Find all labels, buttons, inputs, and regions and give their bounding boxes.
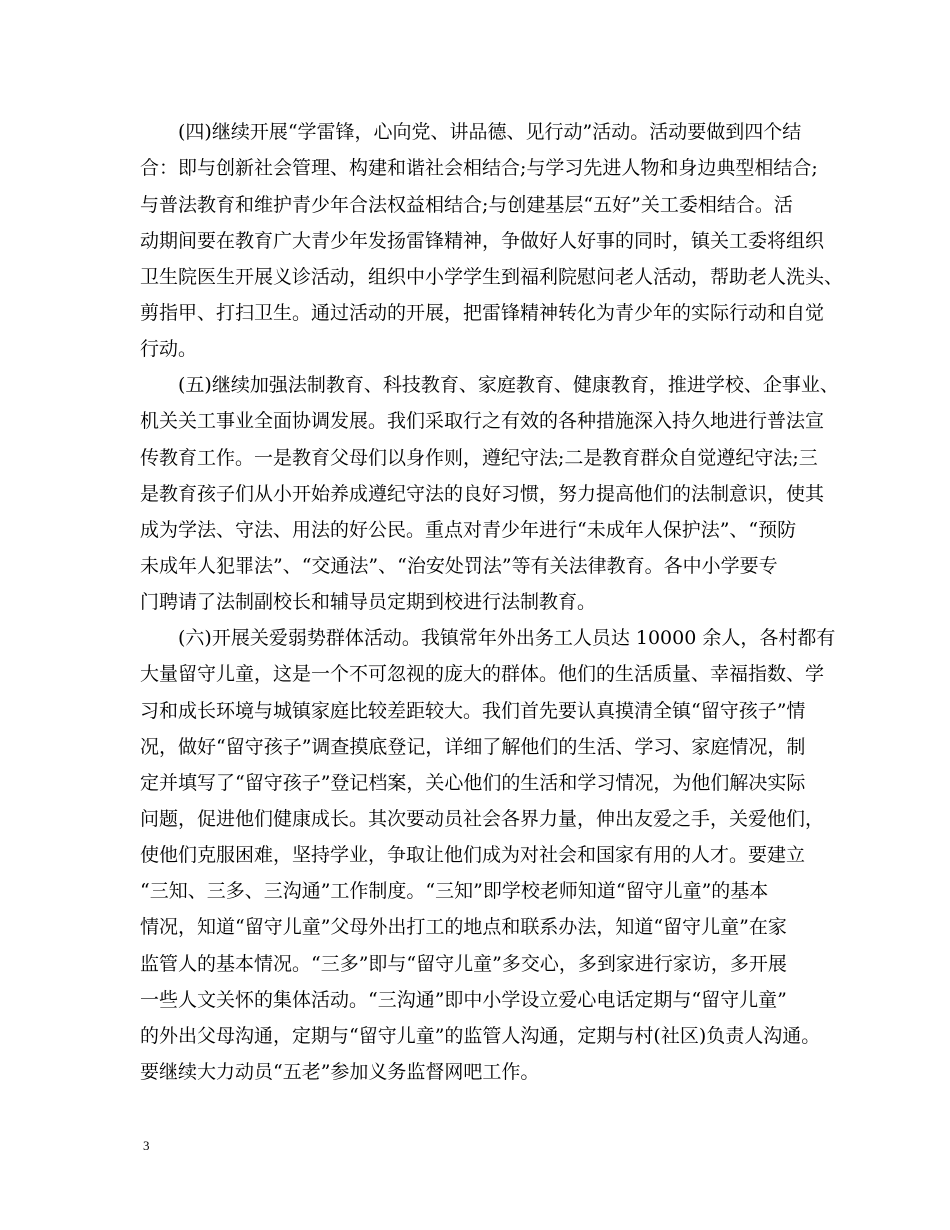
paragraph-line: 成为学法、守法、用法的好公民。重点对青少年进行“未成年人保护法”、“预防 bbox=[140, 519, 797, 541]
paragraph-line: (四)继续开展“学雷锋，心向党、讲品德、见行动”活动。活动要做到四个结 bbox=[178, 121, 802, 143]
paragraph-line: 定并填写了“留守孩子”登记档案，关心他们的生活和学习情况，为他们解决实际 bbox=[140, 772, 806, 794]
paragraph-line: 大量留守儿童，这是一个不可忽视的庞大的群体。他们的生活质量、幸福指数、学 bbox=[140, 663, 825, 685]
paragraph-line: 况，做好“留守孩子”调查摸底登记，详细了解他们的生活、学习、家庭情况，制 bbox=[140, 736, 806, 758]
paragraph-line: 要继续大力动员“五老”参加义务监督网吧工作。 bbox=[140, 1061, 540, 1083]
paragraph-line: 传教育工作。一是教育父母们以身作则，遵纪守法;二是教育群众自觉遵纪守法;三 bbox=[140, 447, 818, 469]
page-number: 3 bbox=[143, 1138, 150, 1153]
paragraph-line: (六)开展关爱弱势群体活动。我镇常年外出务工人员达 10000 余人，各村都有 bbox=[178, 627, 836, 649]
paragraph-line: 合：即与创新社会管理、构建和谐社会相结合;与学习先进人物和身边典型相结合; bbox=[140, 157, 818, 179]
paragraph-line: 未成年人犯罪法”、“交通法”、“治安处罚法”等有关法律教育。各中小学要专 bbox=[140, 555, 778, 577]
paragraph-line: 行动。 bbox=[140, 338, 198, 360]
paragraph-line: 动期间要在教育广大青少年发扬雷锋精神，争做好人好事的同时，镇关工委将组织 bbox=[140, 230, 825, 252]
paragraph-line: 一些人文关怀的集体活动。“三沟通”即中小学设立爱心电话定期与“留守儿童” bbox=[140, 989, 787, 1011]
paragraph-line: 情况，知道“留守儿童”父母外出打工的地点和联系办法，知道“留守儿童”在家 bbox=[140, 916, 787, 938]
paragraph-line: 门聘请了法制副校长和辅导员定期到校进行法制教育。 bbox=[140, 591, 597, 613]
paragraph-line: 使他们克服困难，坚持学业，争取让他们成为对社会和国家有用的人才。要建立 bbox=[140, 844, 806, 866]
paragraph-line: 机关关工事业全面协调发展。我们采取行之有效的各种措施深入持久地进行普法宣 bbox=[140, 410, 825, 432]
paragraph-line: 的外出父母沟通，定期与“留守儿童”的监管人沟通，定期与村(社区)负责人沟通。 bbox=[140, 1025, 821, 1047]
paragraph-line: 是教育孩子们从小开始养成遵纪守法的良好习惯，努力提高他们的法制意识，使其 bbox=[140, 483, 825, 505]
paragraph-line: 监管人的基本情况。“三多”即与“留守儿童”多交心，多到家进行家访，多开展 bbox=[140, 953, 787, 975]
paragraph-line: 习和成长环境与城镇家庭比较差距较大。我们首先要认真摸清全镇“留守孩子”情 bbox=[140, 700, 806, 722]
paragraph-line: 问题，促进他们健康成长。其次要动员社会各界力量，伸出友爱之手，关爱他们， bbox=[140, 808, 825, 830]
paragraph-line: “三知、三多、三沟通”工作制度。“三知”即学校老师知道“留守儿童”的基本 bbox=[140, 880, 769, 902]
paragraph-line: 剪指甲、打扫卫生。通过活动的开展，把雷锋精神转化为青少年的实际行动和自觉 bbox=[140, 302, 825, 324]
paragraph-line: 卫生院医生开展义诊活动，组织中小学学生到福利院慰问老人活动，帮助老人洗头、 bbox=[140, 266, 844, 288]
paragraph-line: (五)继续加强法制教育、科技教育、家庭教育、健康教育，推进学校、企事业、 bbox=[178, 374, 839, 396]
paragraph-line: 与普法教育和维护青少年合法权益相结合;与创建基层“五好”关工委相结合。活 bbox=[140, 194, 793, 216]
